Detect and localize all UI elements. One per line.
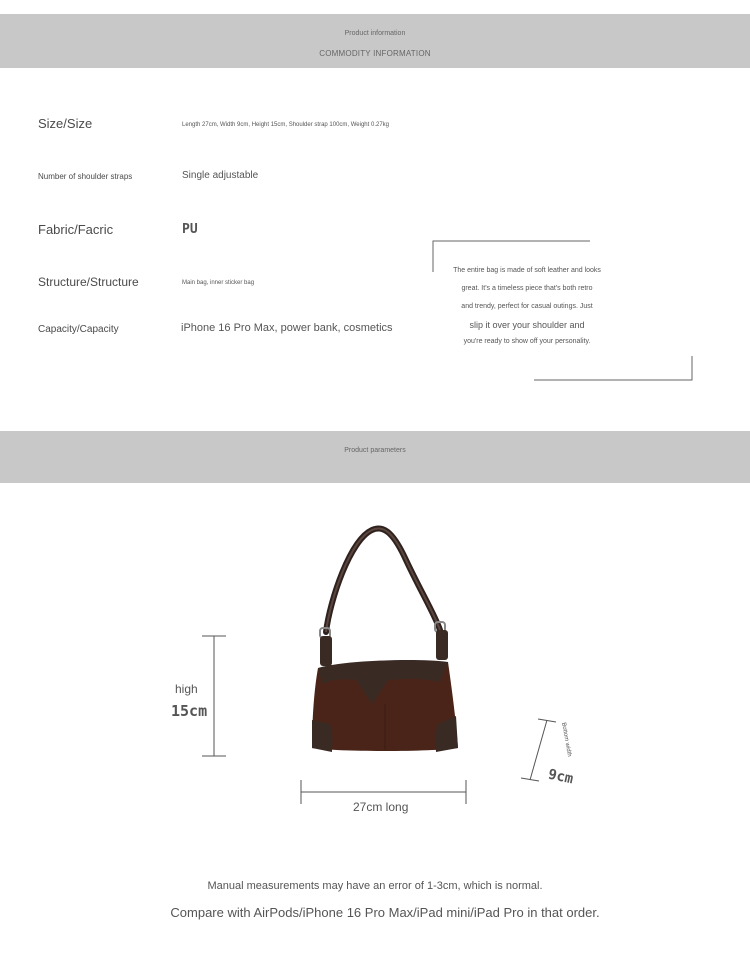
width-line bbox=[530, 720, 547, 780]
spec-value-structure: Main bag, inner sticker bag bbox=[182, 280, 255, 286]
length-label: 27cm long bbox=[353, 800, 409, 814]
spec-value-fabric: PU bbox=[182, 222, 198, 237]
height-label: high bbox=[175, 682, 198, 696]
banner-title: Product information bbox=[344, 30, 406, 37]
spec-value-capacity: iPhone 16 Pro Max, power bank, cosmetics bbox=[181, 322, 393, 334]
banner-subtitle: COMMODITY INFORMATION bbox=[319, 49, 431, 58]
measurement-note: Manual measurements may have an error of 1-3cm, which is normal. bbox=[207, 880, 543, 892]
spec-label-capacity: Capacity/Capacity bbox=[38, 324, 119, 335]
spec-value-straps: Single adjustable bbox=[182, 170, 259, 181]
left-corner bbox=[312, 720, 333, 752]
shoulder-strap-highlight bbox=[326, 528, 440, 632]
width-value: 9cm bbox=[546, 766, 575, 788]
spec-label-fabric: Fabric/Facric bbox=[38, 222, 114, 237]
description-line: you're ready to show off your personality. bbox=[463, 338, 591, 345]
spec-label-size: Size/Size bbox=[38, 116, 93, 131]
description-line: great. It's a timeless piece that's both retro bbox=[461, 285, 593, 292]
description-line: and trendy, perfect for casual outings. Just bbox=[461, 303, 593, 310]
spec-label-structure: Structure/Structure bbox=[38, 275, 139, 289]
left-strap-tab bbox=[320, 636, 332, 666]
comparison-note: Compare with AirPods/iPhone 16 Pro Max/iPad mini/iPad Pro in that order. bbox=[170, 905, 600, 920]
height-value: 15cm bbox=[171, 702, 208, 720]
shoulder-strap bbox=[326, 528, 440, 632]
width-label: Bottom width bbox=[560, 722, 573, 758]
description-line: slip it over your shoulder and bbox=[469, 320, 585, 330]
right-strap-tab bbox=[436, 630, 448, 660]
description-line: The entire bag is made of soft leather and looks bbox=[453, 267, 601, 274]
parameters-title: Product parameters bbox=[344, 447, 406, 454]
spec-label-straps: Number of shoulder straps bbox=[38, 172, 133, 181]
spec-value-size: Length 27cm, Width 9cm, Height 15cm, Shoulder strap 100cm, Weight 0.27kg bbox=[182, 122, 389, 128]
